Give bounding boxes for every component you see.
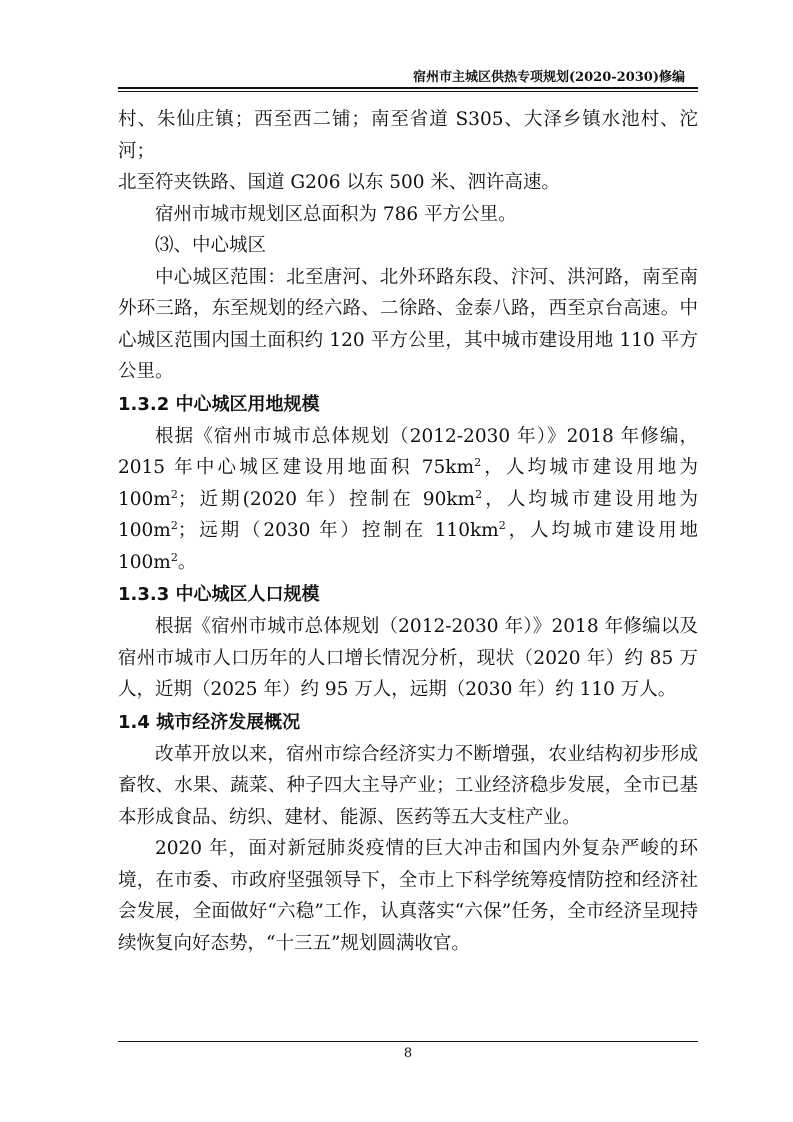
page-number: 8 [403, 1046, 413, 1061]
footer-rule [118, 1041, 698, 1042]
continuation-line-2: 北至符夹铁路、国道 G206 以东 500 米、泗许高速。 [118, 172, 560, 193]
header-rule-thin [118, 91, 698, 92]
land-use-text-a: 根据《宿州市城市总体规划（2012-2030 年）》2018 年修编，2015 年中心城区建设用地面积 75km [118, 425, 698, 478]
paragraph-area-total: 宿州市城市规划区总面积为 786 平方公里。 [155, 203, 517, 225]
heading-1-3-3: 1.3.3 中心城区人口规模 [118, 584, 320, 605]
land-use-text-c: ；近期(2020 年）控制在 90km [177, 488, 476, 510]
heading-1-4: 1.4 城市经济发展概况 [118, 711, 301, 733]
paragraph-central-scope: 中心城区范围：北至唐河、北外环路东段、汴河、洪河路，南至南外环三路，东至规划的经六路、二徐路、金泰八路，西至京台高速。中心城区范围内国土面积约 120 平方公里，其中城市建设用地 110 平方公里。 [118, 266, 698, 382]
list-item-central-district: ⑶、中心城区 [155, 235, 267, 256]
land-use-text-g: 。 [177, 551, 197, 573]
land-use-text-e: ；远期（2030 年）控制在 110km [177, 520, 499, 541]
heading-1-3-2: 1.3.2 中心城区用地规模 [118, 393, 320, 415]
superscript-2: 2 [498, 518, 506, 532]
land-use-text-f: ，人均城市建设用地 100m [118, 520, 698, 573]
superscript-2: 2 [170, 518, 178, 532]
superscript-2: 2 [475, 487, 483, 501]
paragraph-land-use-scale [118, 421, 698, 579]
superscript-2: 2 [170, 487, 178, 501]
page-body [118, 104, 698, 959]
paragraph-continuation [118, 104, 698, 199]
continuation-line-1: 村、朱仙庄镇；西至西二铺；南至省道 S305、大泽乡镇水池村、沱河； [118, 109, 698, 162]
superscript-2: 2 [170, 550, 178, 564]
paragraph-population-scale: 根据《宿州市城市总体规划（2012-2030 年）》2018 年修编以及宿州市城市人口历年的人口增长情况分析，现状（2020 年）约 85 万人，近期（2025 年）约 95 万人，远期（2030 年）约 110 万人。 [118, 616, 698, 700]
land-use-text-d: ，人均城市建设用地为 100m [118, 488, 698, 541]
header-rule-thick [118, 87, 698, 89]
paragraph-economy-overview: 改革开放以来，宿州市综合经济实力不断增强，农业结构初步形成畜牧、水果、蔬菜、种子四大主导产业；工业经济稳步发展，全市已基本形成食品、纺织、建材、能源、医药等五大支柱产业。 [118, 743, 698, 828]
running-header-title: 宿州市主城区供热专项规划(2020-2030)修编 [412, 70, 685, 85]
paragraph-economy-2020: 2020 年，面对新冠肺炎疫情的巨大冲击和国内外复杂严峻的环境，在市委、市政府坚强领导下，全市上下科学统筹疫情防控和经济社会发展，全面做好“六稳”工作，认真落实“六保”任务，全市经济呈现持续恢复向好态势，“十三五”规划圆满收官。 [118, 838, 698, 954]
superscript-2: 2 [474, 455, 482, 469]
land-use-text-b: ，人均城市建设用地为 100m [118, 457, 698, 510]
